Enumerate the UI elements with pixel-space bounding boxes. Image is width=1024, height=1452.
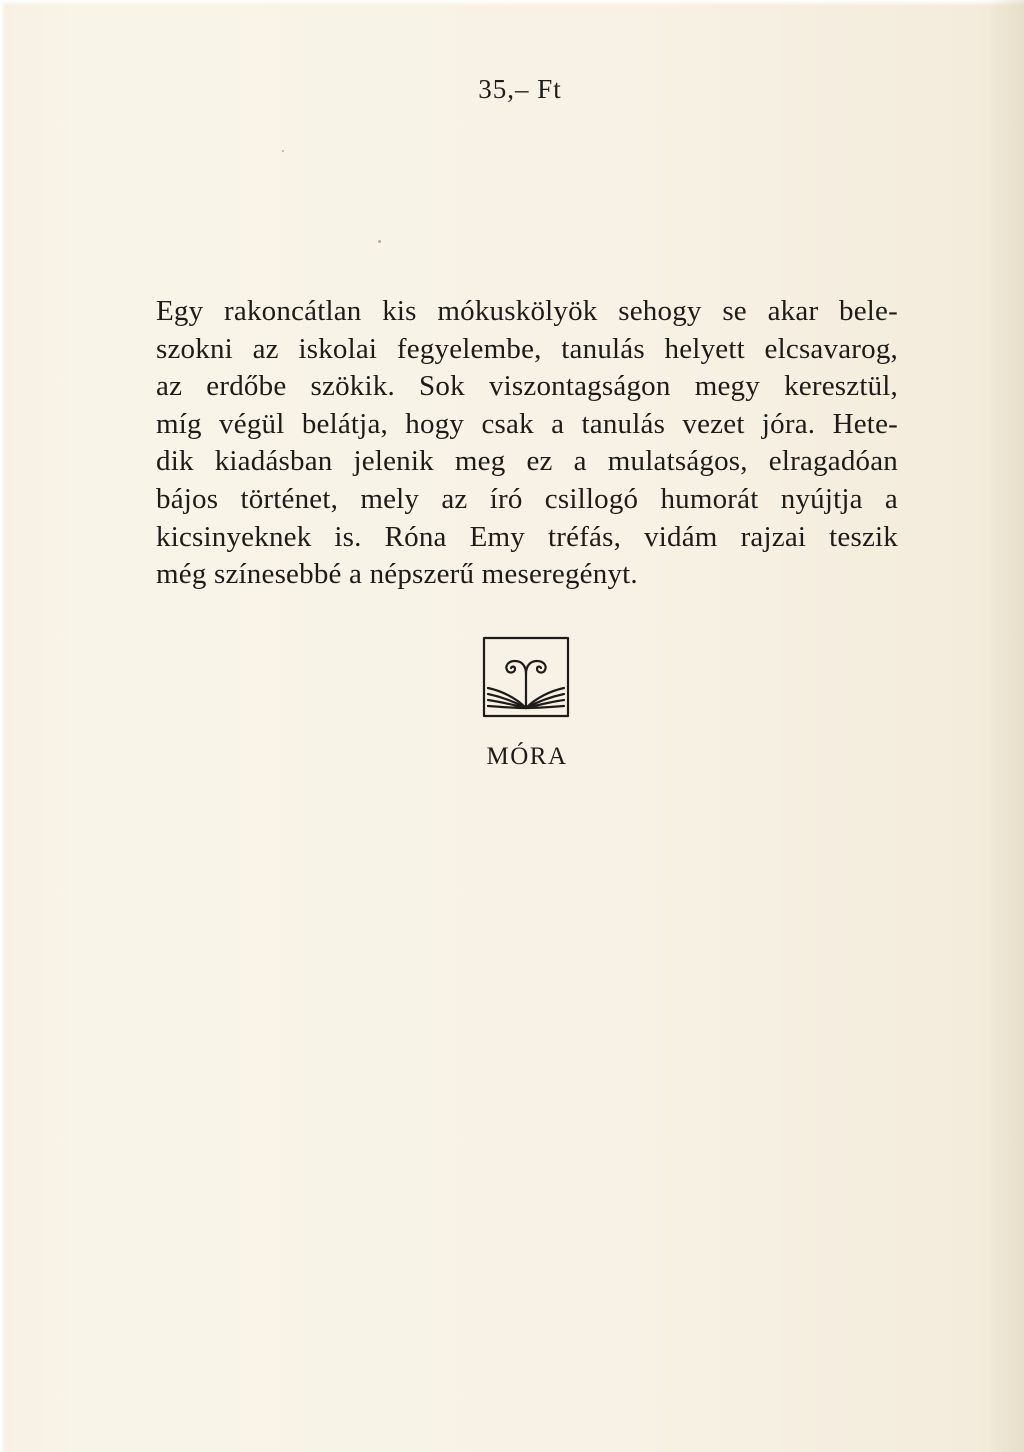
publisher-name: MÓRA xyxy=(486,743,568,770)
blurb-text xyxy=(156,293,898,594)
blurb-line: bájos történet, mely az író csillogó humorát nyújtja a xyxy=(156,482,898,515)
page-edge-right xyxy=(988,0,1024,1452)
blurb-line: az erdőbe szökik. Sok viszontagságon megy keresztül, xyxy=(156,370,898,403)
blurb-line: még színesebbé a népszerű meseregényt. xyxy=(156,558,638,591)
blurb-line: míg végül belátja, hogy csak a tanulás vezet jóra. Hete- xyxy=(156,407,898,440)
page-edge-top xyxy=(0,0,1024,6)
blurb-line: kicsinyeknek is. Róna Emy tréfás, vidám rajzai teszik xyxy=(156,520,898,553)
blurb-line: dik kiadásban jelenik meg ez a mulatságos, elragadóan xyxy=(156,445,898,478)
paper-speck xyxy=(378,240,381,243)
blurb-line: Egy rakoncátlan kis mókuskölyök sehogy se akar bele- xyxy=(156,295,898,327)
blurb-line: szokni az iskolai fegyelembe, tanulás helyett elcsavarog, xyxy=(156,332,898,365)
price-label: 35,– Ft xyxy=(478,74,562,104)
mora-book-spiral-logo-icon xyxy=(482,636,570,718)
paper-speck xyxy=(282,150,284,152)
page-edge-left xyxy=(0,0,6,1452)
